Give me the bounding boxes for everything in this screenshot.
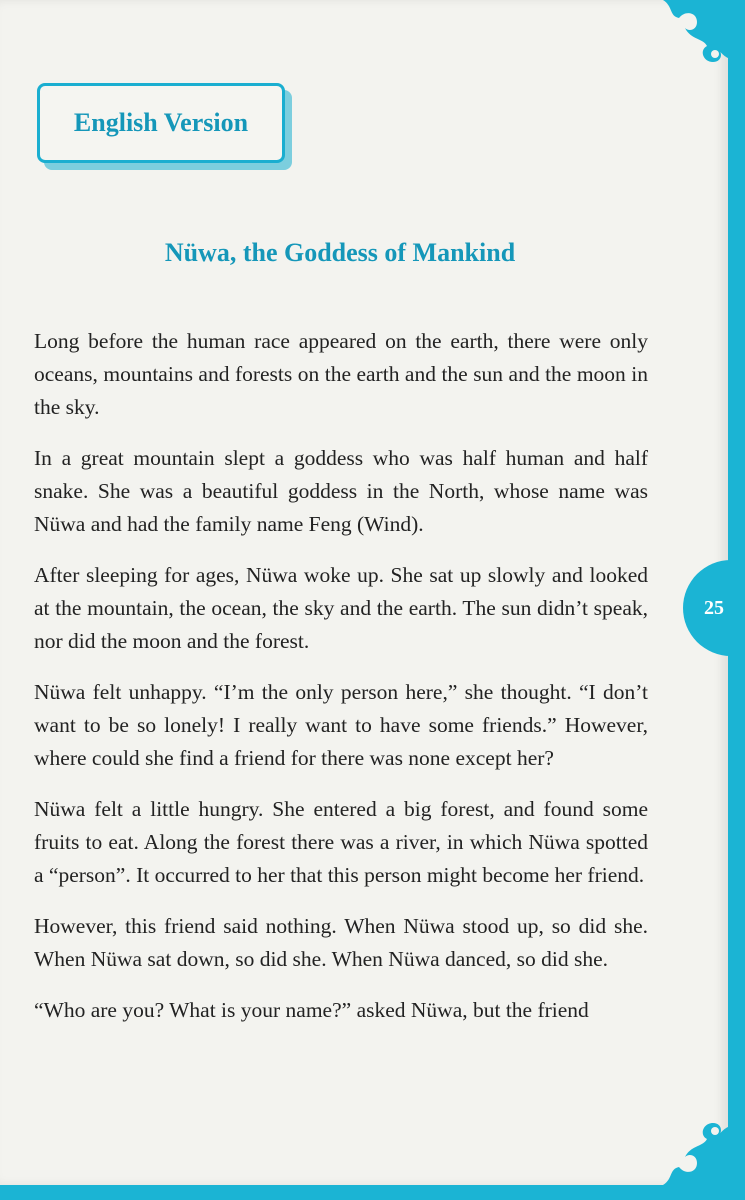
story-body — [34, 325, 648, 1045]
cloud-scroll-corner-icon — [633, 0, 728, 95]
paragraph: After sleeping for ages, Nüwa woke up. She sat up slowly and looked at the mountain, the ocean, the sky and the earth. The sun didn’t speak, nor did the moon and the forest. — [34, 563, 648, 653]
english-version-badge: English Version — [37, 83, 285, 163]
paragraph: In a great mountain slept a goddess who was half human and half snake. She was a beautiful goddess in the North, whose name was Nüwa and had the family name Feng (Wind). — [34, 446, 648, 536]
paragraph: “Who are you? What is your name?” asked Nüwa, but the friend — [34, 998, 589, 1022]
paragraph: Nüwa felt unhappy. “I’m the only person here,” she thought. “I don’t want to be so lonely! I really want to have some friends.” However, where could she find a friend for there was none except her? — [34, 680, 648, 770]
paragraph: However, this friend said nothing. When Nüwa stood up, so did she. When Nüwa sat down, so did she. When Nüwa danced, so did she. — [34, 914, 648, 971]
cloud-scroll-corner-icon — [633, 1090, 728, 1185]
story-title: Nüwa, the Goddess of Mankind — [164, 238, 516, 267]
paragraph: Nüwa felt a little hungry. She entered a big forest, and found some fruits to eat. Along the forest there was a river, in which Nüwa spotted a “person”. It occurred to her that this person might become her friend. — [34, 797, 648, 887]
page-number: 25 — [704, 596, 724, 619]
paragraph: Long before the human race appeared on the earth, there were only oceans, mountains and forests on the earth and the sun and the moon in the sky. — [34, 329, 648, 419]
